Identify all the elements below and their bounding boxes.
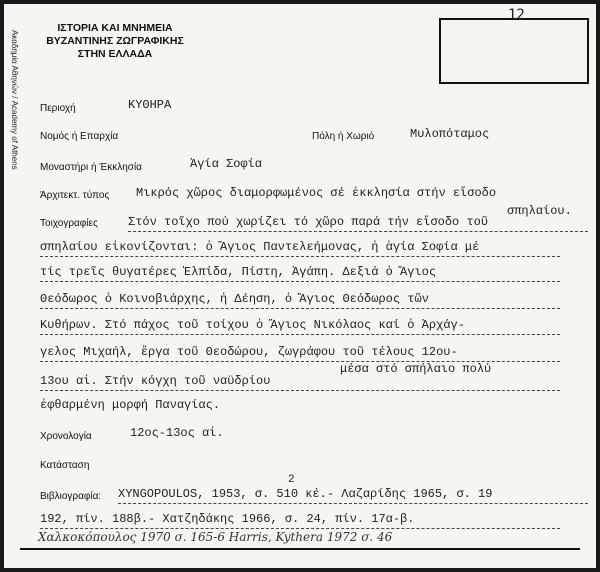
arch-label: Άρχιτεκτ. τύπος bbox=[40, 190, 110, 201]
condition-label: Κατάσταση bbox=[40, 460, 90, 471]
region-value: ΚΥΘΗΡΑ bbox=[128, 98, 172, 112]
city-label: Πόλη ή Χωριό bbox=[312, 131, 375, 142]
murals-underline-7 bbox=[40, 390, 560, 391]
murals-underline-1 bbox=[128, 231, 588, 232]
chronology-value: 12ος-13ος αἰ. bbox=[130, 426, 224, 440]
murals-insert: μέσα στό σπήλαιο πολύ bbox=[340, 362, 492, 376]
bibliography-line-1: XYNGOPOULOS, 1953, σ. 510 κέ.- Λαζαρίδης 1965, σ. 19 bbox=[118, 487, 493, 501]
monastery-value: Ἁγία Σοφία bbox=[190, 157, 263, 171]
bibliography-handwritten: Χαλκοκόπουλος 1970 σ. 165-6 Harris, Kythera 1972 σ. 46 bbox=[38, 530, 393, 544]
arch-value-2: σπηλαίου. bbox=[507, 204, 572, 218]
bibliography-label: Βιβλιογραφία: bbox=[40, 491, 102, 502]
murals-line-7: 13ου αἰ. Στήν κόγχη τοῦ ναϋδρίου bbox=[40, 374, 271, 388]
murals-line-1: Στόν τοῖχο πού χωρίζει τό χῶρο παρά τήν εἴσοδο τοῦ bbox=[128, 215, 489, 229]
bibliography-superscript: 2 bbox=[288, 474, 295, 486]
murals-line-3: τίς τρεῖς θυγατέρες Ἐλπίδα, Πίστη, Ἀγάπη. Δεξιά ὁ Ἅγιος bbox=[40, 265, 437, 279]
archive-credit: Ακαδημία Αθηνών / Academy of Athens bbox=[10, 30, 19, 170]
murals-label: Τοιχογραφίες bbox=[40, 218, 98, 229]
archive-sidebar bbox=[5, 30, 19, 410]
murals-underline-3 bbox=[40, 281, 560, 282]
card-number-box bbox=[439, 18, 589, 84]
murals-underline-5 bbox=[40, 334, 560, 335]
murals-line-8: ἐφθαρμένη μορφή Παναγίας. bbox=[40, 398, 221, 412]
bibliography-underline-1 bbox=[118, 503, 588, 504]
header-line-1: ΙΣΤΟΡΙΑ ΚΑΙ ΜΝΗΜΕΙΑ bbox=[57, 22, 173, 34]
prefecture-label: Νομός ή Επαρχία bbox=[40, 131, 119, 142]
card-number: 12 bbox=[508, 7, 525, 23]
murals-line-5: Κυθήρων. Στό πάχος τοῦ τοίχου ὁ Ἅγιος Νικόλαος καί ὁ Ἀρχάγ- bbox=[40, 318, 465, 332]
city-value: Μυλοπόταμος bbox=[410, 127, 490, 141]
murals-line-4: Θεόδωρος ὁ Κοινοβιάρχης, ἡ Δέηση, ὁ Ἅγιος Θεόδωρος τῶν bbox=[40, 292, 429, 306]
murals-underline-2 bbox=[40, 256, 560, 257]
region-label: Περιοχή bbox=[40, 103, 76, 114]
bibliography-line-2: 192, πίν. 188β.- Χατζηδάκης 1966, σ. 24, πίν. 17α-β. bbox=[40, 512, 415, 526]
form-header bbox=[40, 22, 190, 61]
record-card bbox=[4, 4, 596, 568]
header-line-3: ΣΤΗΝ ΕΛΛΑΔΑ bbox=[77, 48, 153, 60]
chronology-label: Χρονολογία bbox=[40, 431, 92, 442]
bottom-rule bbox=[20, 548, 580, 550]
murals-line-2: σπηλαίου εἰκονίζονται: ὁ Ἅγιος Παντελεήμονας, ἡ ἁγία Σοφία μέ bbox=[40, 240, 480, 254]
bibliography-underline-2 bbox=[40, 528, 560, 529]
murals-line-6: γελος Μιχαήλ, ἔργα τοῦ Θεοδώρου, ζωγράφου τοῦ τέλους 12ου- bbox=[40, 345, 458, 359]
header-line-2: ΒΥΖΑΝΤΙΝΗΣ ΖΩΓΡΑΦΙΚΗΣ bbox=[46, 35, 184, 47]
arch-value-1: Μικρός χῶρος διαμορφωμένος σέ ἐκκλησία στήν εἴσοδο bbox=[136, 186, 497, 200]
murals-underline-4 bbox=[40, 308, 560, 309]
monastery-label: Μοναστήρι ή Έκκλησία bbox=[40, 162, 142, 173]
